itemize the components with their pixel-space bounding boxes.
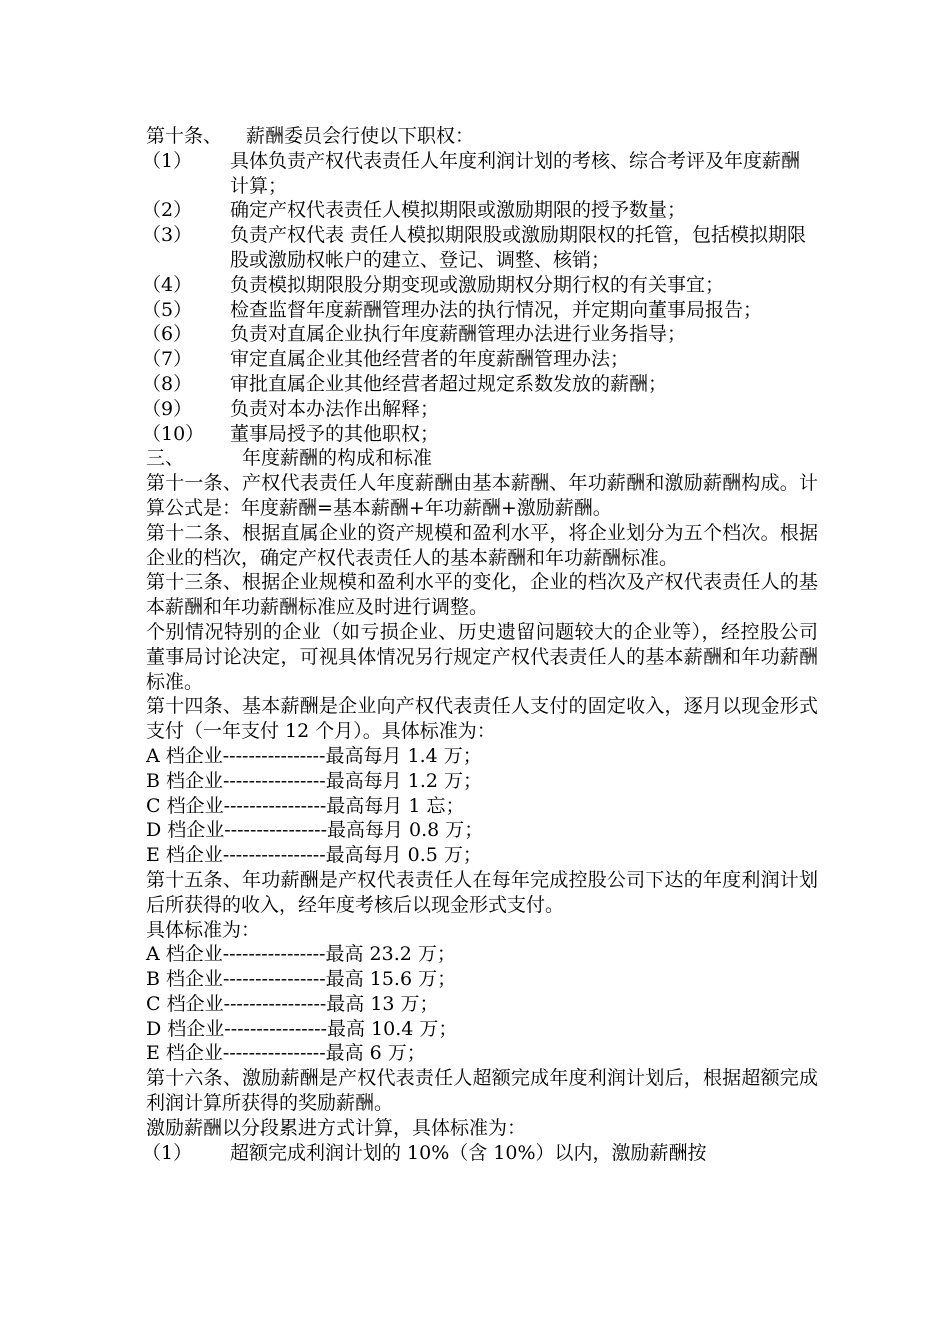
list-item-text: 董事局授予的其他职权； [230, 422, 440, 445]
article-15-paragraph: 第十五条、年功薪酬是产权代表责任人在每年完成控股公司下达的年度利润计划后所获得的收入，经年度考核后以现金形式支付。 [146, 868, 818, 916]
basic-salary-grade-a: A 档企业----------------最高每月 1.4 万； [146, 744, 482, 767]
article-14-paragraph: 第十四条、基本薪酬是企业向产权代表责任人支付的固定收入，逐月以现金形式支付（一年支付 12 个月）。具体标准为： [146, 695, 818, 743]
list-item-number: （8） [142, 372, 193, 395]
article-16-paragraph: 第十六条、激励薪酬是产权代表责任人超额完成年度利润计划后，根据超额完成利润计算所获得的奖励薪酬。 [146, 1067, 818, 1115]
section-3-heading [146, 446, 818, 471]
list-item [142, 322, 818, 347]
seniority-salary-grade-b: B 档企业----------------最高 15.6 万； [146, 968, 457, 991]
incentive-list-item [142, 1141, 818, 1166]
list-item [142, 372, 818, 397]
list-item-number: （1） [142, 149, 193, 172]
list-item-number: （9） [142, 397, 193, 420]
list-item [142, 347, 818, 372]
list-item-text: 负责对本办法作出解释； [230, 397, 440, 420]
article-10-heading [146, 124, 818, 149]
article-15-standard-label: 具体标准为： [146, 918, 261, 941]
list-item-text: 审批直属企业其他经营者超过规定系数发放的薪酬； [230, 372, 668, 395]
seniority-salary-grade-e: E 档企业----------------最高 6 万； [146, 1042, 426, 1065]
list-item-text: 负责对直属企业执行年度薪酬管理办法进行业务指导； [230, 323, 687, 346]
section-3-title: 年度薪酬的构成和标准 [242, 447, 433, 470]
list-item [142, 198, 818, 223]
list-item-number: （4） [142, 273, 193, 296]
list-item-number: （1） [142, 1141, 193, 1164]
list-item-text: 具体负责产权代表责任人年度利润计划的考核、综合考评及年度薪酬计算； [230, 149, 801, 197]
seniority-salary-grade-d: D 档企业----------------最高 10.4 万； [146, 1017, 458, 1040]
list-item [142, 223, 818, 273]
list-item-number: （3） [142, 224, 193, 247]
section-3-number: 三、 [146, 447, 185, 470]
list-item-number: （5） [142, 298, 193, 321]
basic-salary-grade-d: D 档企业----------------最高每月 0.8 万； [146, 819, 484, 842]
document-body [142, 124, 818, 1165]
article-10-text: 薪酬委员会行使以下职权： [246, 125, 475, 147]
basic-salary-grade-b: B 档企业----------------最高每月 1.2 万； [146, 769, 483, 792]
article-10-label: 第十条、 [146, 125, 223, 147]
article-13-note-paragraph: 个别情况特别的企业（如亏损企业、历史遗留问题较大的企业等），经控股公司董事局讨论决定，可视具体情况另行规定产权代表责任人的基本薪酬和年功薪酬标准。 [146, 620, 818, 693]
list-item [142, 422, 818, 447]
list-item-text: 审定直属企业其他经营者的年度薪酬管理办法； [230, 348, 630, 371]
list-item-text: 检查监督年度薪酬管理办法的执行情况，并定期向董事局报告； [230, 298, 763, 321]
seniority-salary-grade-a: A 档企业----------------最高 23.2 万； [146, 943, 456, 966]
list-item [142, 273, 818, 298]
article-16-method-line: 激励薪酬以分段累进方式计算，具体标准为： [146, 1116, 527, 1139]
article-13-paragraph: 第十三条、根据企业规模和盈利水平的变化，企业的档次及产权代表责任人的基本薪酬和年功薪酬标准应及时进行调整。 [146, 571, 818, 619]
basic-salary-grade-c: C 档企业----------------最高每月 1 忘； [146, 794, 465, 817]
list-item [142, 149, 818, 199]
article-12-paragraph: 第十二条、根据直属企业的资产规模和盈利水平，将企业划分为五个档次。根据企业的档次，确定产权代表责任人的基本薪酬和年功薪酬标准。 [146, 521, 818, 569]
list-item-number: （7） [142, 348, 193, 371]
seniority-salary-grade-c: C 档企业----------------最高 13 万； [146, 992, 439, 1015]
list-item-text: 负责产权代表 责任人模拟期限股或激励期限权的托管，包括模拟期限股或激励权帐户的建立、登记、调整、核销； [230, 224, 807, 271]
list-item [142, 298, 818, 323]
list-item-text: 负责模拟期限股分期变现或激励期权分期行权的有关事宜； [230, 273, 725, 296]
list-item-text: 确定产权代表责任人模拟期限或激励期限的授予数量； [230, 199, 687, 222]
list-item-text: 超额完成利润计划的 10%（含 10%）以内，激励薪酬按 [230, 1141, 707, 1164]
list-item-number: （6） [142, 323, 193, 346]
basic-salary-grade-e: E 档企业----------------最高每月 0.5 万； [146, 844, 482, 867]
article-11-paragraph: 第十一条、产权代表责任人年度薪酬由基本薪酬、年功薪酬和激励薪酬构成。计算公式是：年度薪酬=基本薪酬+年功薪酬+激励薪酬。 [146, 472, 818, 519]
list-item [142, 397, 818, 422]
list-item-number: （10） [142, 422, 205, 445]
list-item-number: （2） [142, 199, 193, 222]
